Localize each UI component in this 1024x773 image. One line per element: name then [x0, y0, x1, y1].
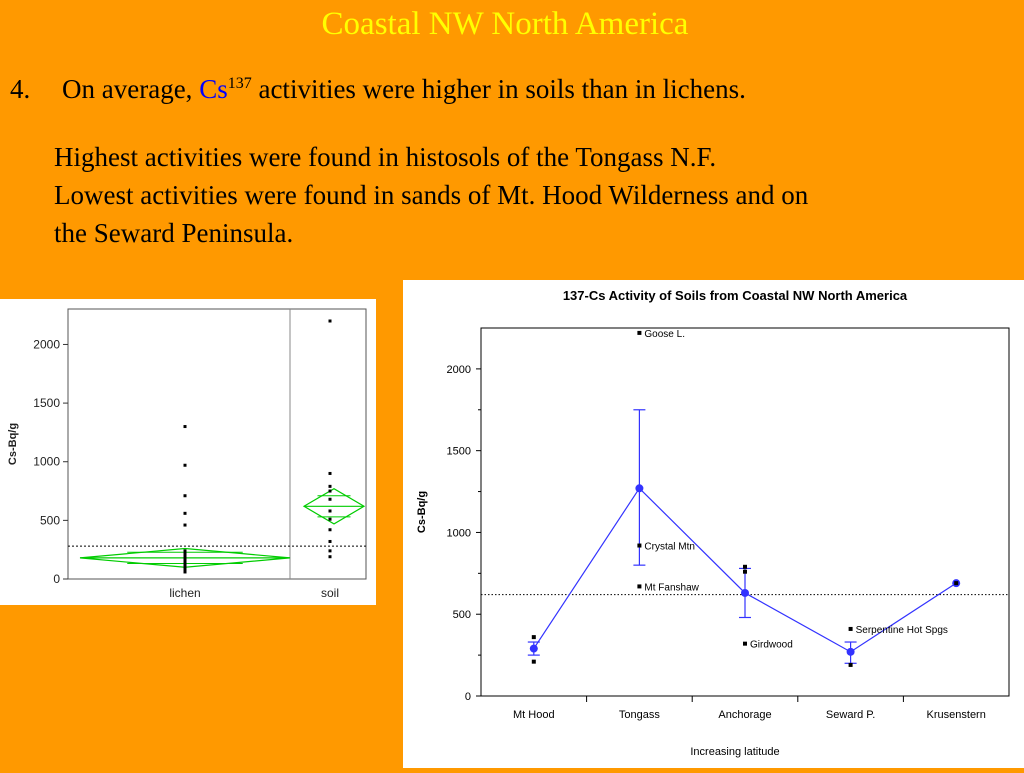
soil-activity-by-latitude-chart — [403, 280, 1024, 768]
data-point-lichen — [184, 464, 187, 467]
paragraph-line-2: Lowest activities were found in sands of Mt. Hood Wilderness and on — [54, 180, 809, 210]
data-point — [849, 663, 853, 667]
x-tick-label: Tongass — [618, 709, 660, 721]
x-tick-label-lichen: lichen — [169, 586, 201, 600]
data-point — [532, 660, 536, 664]
plot-frame — [68, 309, 366, 579]
bullet-number: 4. — [10, 74, 31, 104]
data-point-label: Girdwood — [750, 639, 793, 651]
data-point — [743, 565, 747, 569]
data-point — [743, 642, 747, 646]
y-tick-label: 1000 — [33, 454, 60, 469]
data-point — [849, 627, 853, 631]
data-point-lichen — [184, 494, 187, 497]
data-point-soil — [329, 485, 332, 488]
slide-title: Coastal NW North America — [321, 6, 689, 42]
data-point-soil — [329, 528, 332, 531]
data-point-soil — [329, 540, 332, 543]
paragraph-line-1: Highest activities were found in histosols of the Tongass N.F. — [54, 142, 717, 172]
data-point — [954, 581, 958, 585]
bullet-text-suffix: activities were higher in soils than in lichens. — [251, 74, 746, 104]
bullet-cs-superscript: 137 — [227, 75, 252, 92]
x-tick-label: Seward P. — [825, 709, 876, 721]
y-tick-label: 1500 — [446, 445, 471, 458]
data-point-soil — [329, 320, 332, 323]
data-point-soil — [329, 498, 332, 501]
plot-frame — [481, 328, 1009, 696]
data-point-soil — [329, 549, 332, 552]
y-tick-label: 2000 — [33, 337, 60, 352]
data-point-soil — [329, 555, 332, 558]
y-tick-label: 500 — [452, 609, 471, 622]
y-axis-label: Cs-Bq/g — [416, 490, 428, 534]
data-point — [637, 584, 641, 588]
y-tick-label: 1500 — [33, 396, 60, 411]
data-point-soil — [329, 509, 332, 512]
soil-activity-chart-panel — [403, 280, 1024, 768]
x-axis-label: Increasing latitude — [690, 746, 780, 758]
data-point — [637, 331, 641, 335]
x-tick-label: Mt Hood — [513, 709, 555, 721]
chart-title: 137-Cs Activity of Soils from Coastal NW North America — [562, 288, 908, 303]
bullet-point-4 — [10, 74, 746, 105]
data-point-label: Goose L. — [644, 328, 685, 340]
bullet-text-prefix: On average, — [62, 74, 200, 104]
data-point — [743, 570, 747, 574]
data-point-lichen — [184, 512, 187, 515]
data-point-lichen — [184, 570, 187, 573]
bullet-cs-symbol: Cs — [199, 74, 228, 104]
data-point-label: Serpentine Hot Spgs — [855, 624, 948, 636]
mean-point — [741, 589, 749, 597]
findings-paragraph — [54, 138, 808, 252]
y-tick-label: 500 — [39, 513, 60, 528]
data-point-lichen — [184, 425, 187, 428]
x-tick-label-soil: soil — [320, 586, 340, 600]
data-point-label: Crystal Mtn — [644, 541, 695, 553]
y-tick-label: 0 — [464, 691, 471, 703]
data-point-soil — [329, 490, 332, 493]
paragraph-line-3: the Seward Peninsula. — [54, 218, 294, 248]
y-tick-label: 0 — [53, 572, 60, 586]
mean-point — [530, 645, 538, 653]
data-point-soil — [329, 518, 332, 521]
data-point-lichen — [184, 524, 187, 527]
x-tick-label: Krusenstern — [926, 709, 986, 721]
mean-point — [635, 484, 643, 492]
y-tick-label: 2000 — [446, 363, 471, 376]
data-point — [532, 635, 536, 639]
data-point — [637, 544, 641, 548]
y-axis-label: Cs-Bq/g — [7, 422, 19, 466]
data-point-soil — [329, 472, 332, 475]
lichen-vs-soil-chart — [0, 299, 376, 605]
y-tick-label: 1000 — [446, 527, 471, 540]
x-tick-label: Anchorage — [718, 709, 772, 721]
lichen-soil-chart-panel — [0, 299, 376, 605]
mean-point — [847, 648, 855, 656]
data-point-label: Mt Fanshaw — [644, 582, 699, 594]
